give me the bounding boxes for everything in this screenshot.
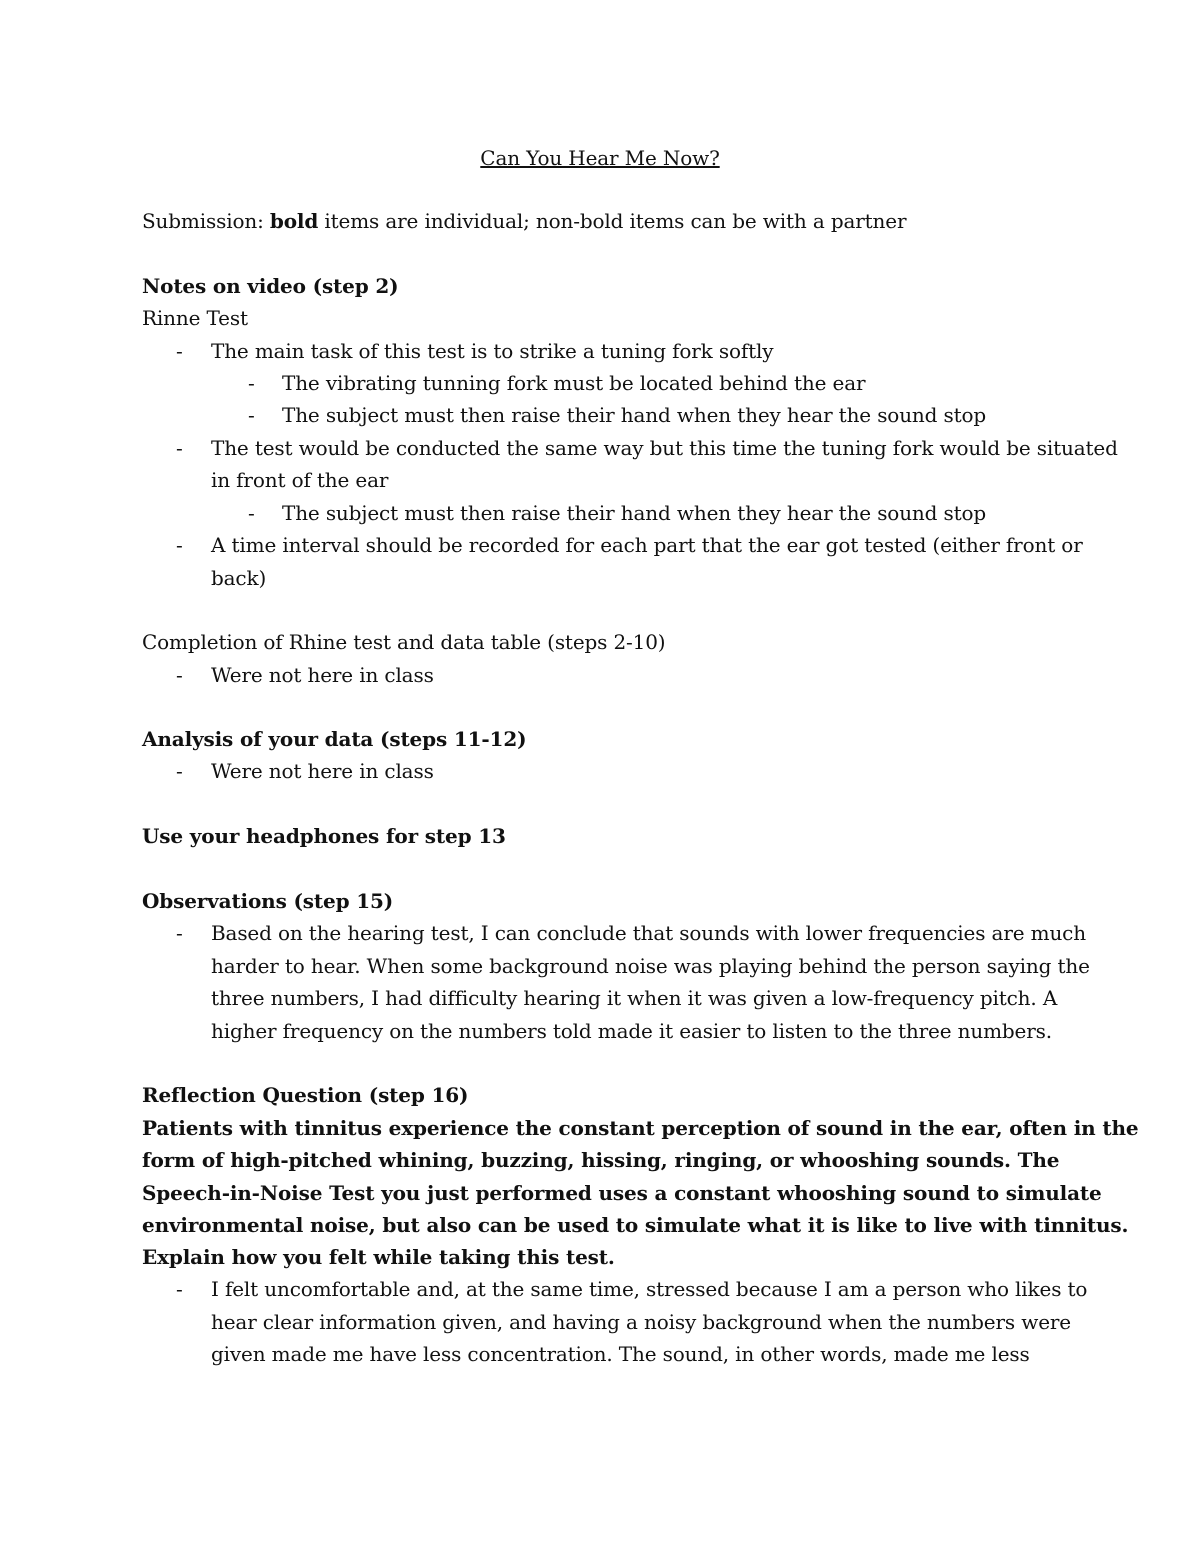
bullet-dash: - [176,663,183,687]
submission-bold-word: bold [269,209,319,233]
submission-note [142,205,906,237]
bullet-dash: - [248,371,255,395]
reflection-question-line-5: Explain how you felt while taking this test. [142,1245,615,1269]
observations-line-1: Based on the hearing test, I can conclude that sounds with lower frequencies are much [211,921,1086,945]
headphones-heading: Use your headphones for step 13 [142,824,506,848]
notes-item-2-sub-1: The subject must then raise their hand when they hear the sound stop [282,501,987,525]
bullet-dash: - [248,403,255,427]
bullet-dash: - [248,501,255,525]
observations-line-3: three numbers, I had difficulty hearing it when it was given a low-frequency pitch. A [211,986,1058,1010]
notes-item-3-line-2: back) [211,566,267,590]
notes-heading: Notes on video (step 2) [142,274,399,298]
bullet-dash: - [176,339,183,363]
reflection-question-line-4: environmental noise, but also can be used to simulate what it is like to live with tinnitus. [142,1213,1129,1237]
notes-item-3-line-1: A time interval should be recorded for each part that the ear got tested (either front or [211,533,1083,557]
reflection-question-line-3: Speech-in-Noise Test you just performed uses a constant whooshing sound to simulate [142,1181,1102,1205]
bullet-dash: - [176,1277,183,1301]
notes-item-1-sub-2: The subject must then raise their hand when they hear the sound stop [282,403,987,427]
bullet-dash: - [176,759,183,783]
completion-heading: Completion of Rhine test and data table (steps 2-10) [142,630,666,654]
notes-item-2-line-1: The test would be conducted the same way but this time the tuning fork would be situated [211,436,1118,460]
reflection-question-line-1: Patients with tinnitus experience the constant perception of sound in the ear, often in the [142,1116,1139,1140]
observations-line-2: harder to hear. When some background noise was playing behind the person saying the [211,954,1090,978]
document-title: Can You Hear Me Now? [480,146,720,170]
reflection-question-line-2: form of high-pitched whining, buzzing, hissing, ringing, or whooshing sounds. The [142,1148,1060,1172]
bullet-dash: - [176,533,183,557]
submission-label: Submission: [142,209,270,233]
analysis-heading: Analysis of your data (steps 11-12) [142,727,527,751]
reflection-answer-line-2: hear clear information given, and having a noisy background when the numbers were [211,1310,1071,1334]
reflection-heading: Reflection Question (step 16) [142,1083,469,1107]
notes-item-2-line-2: in front of the ear [211,468,389,492]
bullet-dash: - [176,921,183,945]
bullet-dash: - [176,436,183,460]
notes-item-1-sub-1: The vibrating tunning fork must be located behind the ear [282,371,866,395]
observations-line-4: higher frequency on the numbers told made it easier to listen to the three numbers. [211,1019,1052,1043]
submission-rest: items are individual; non-bold items can be with a partner [318,209,907,233]
analysis-item-1: Were not here in class [211,759,434,783]
observations-heading: Observations (step 15) [142,889,394,913]
reflection-answer-line-3: given made me have less concentration. The sound, in other words, made me less [211,1342,1030,1366]
rinne-test-subheading: Rinne Test [142,306,248,330]
reflection-answer-line-1: I felt uncomfortable and, at the same time, stressed because I am a person who likes to [211,1277,1088,1301]
completion-item-1: Were not here in class [211,663,434,687]
notes-item-1: The main task of this test is to strike a tuning fork softly [211,339,774,363]
